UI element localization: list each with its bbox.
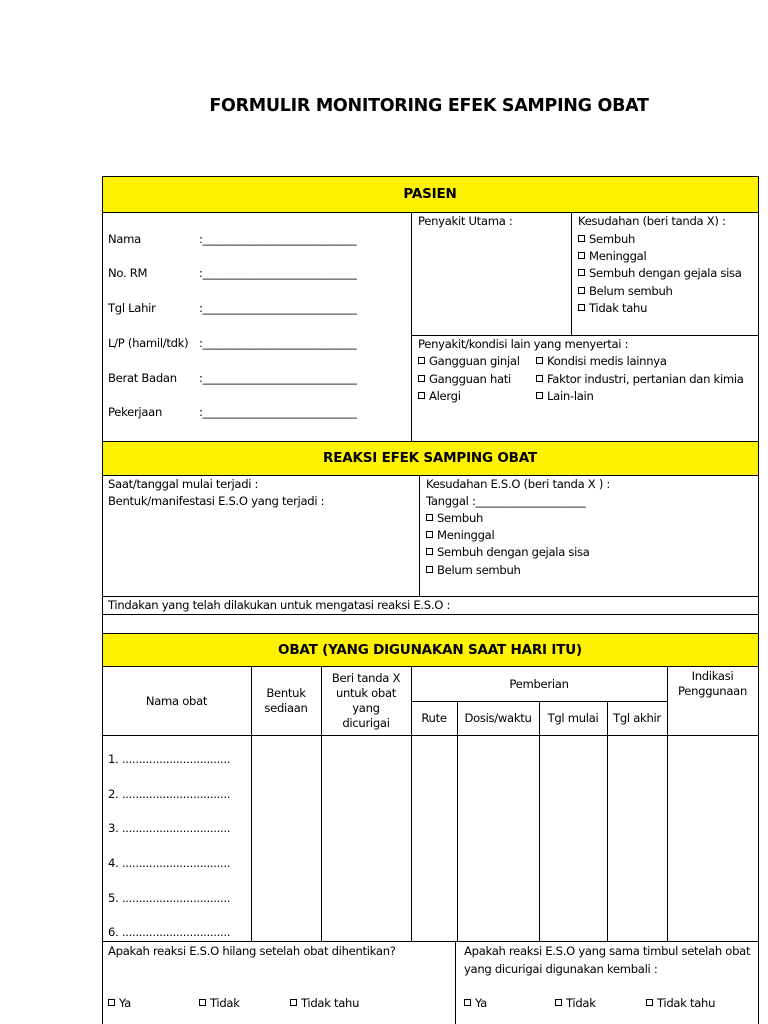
field-label-berat-badan: Berat Badan [108, 371, 177, 385]
col-header-bentuk-sediaan: Bentuk sediaan [264, 686, 308, 715]
kesudahan-label: Kesudahan (beri tanda X) : [578, 214, 726, 228]
obat-header: OBAT (YANG DIGUNAKAN SAAT HARI ITU) [102, 633, 758, 666]
checkbox-icon[interactable] [536, 392, 543, 399]
table-divider [411, 666, 412, 941]
checkbox-icon[interactable] [426, 566, 433, 573]
penyakit-option-faktor-industri[interactable]: Faktor industri, pertanian dan kimia [536, 371, 744, 388]
field-input-lp[interactable]: :____________________________ [199, 336, 357, 350]
field-input-no-rm[interactable]: :____________________________ [199, 266, 357, 280]
penyakit-lain-label: Penyakit/kondisi lain yang menyertai : [418, 337, 629, 351]
subcol-header-tgl-mulai: Tgl mulai [547, 710, 599, 725]
table-divider [102, 212, 759, 213]
obat-row-2[interactable]: 2. ................................ [108, 787, 231, 801]
q2-option-ya[interactable]: Ya [464, 995, 487, 1012]
table-divider [251, 666, 252, 941]
checkbox-icon[interactable] [536, 375, 543, 382]
checkbox-icon[interactable] [578, 235, 585, 242]
checkbox-icon[interactable] [464, 999, 471, 1006]
checkbox-icon[interactable] [108, 999, 115, 1006]
reaksi-option-belum-sembuh[interactable]: Belum sembuh [426, 562, 521, 579]
table-divider [102, 441, 759, 442]
checkbox-icon[interactable] [578, 287, 585, 294]
table-divider [455, 941, 456, 1024]
checkbox-icon[interactable] [646, 999, 653, 1006]
field-label-tgl-lahir: Tgl Lahir [108, 301, 156, 315]
q1-option-tidak-tahu[interactable]: Tidak tahu [290, 995, 359, 1012]
kesudahan-option-gejala-sisa[interactable]: Sembuh dengan gejala sisa [578, 265, 742, 282]
obat-row-3[interactable]: 3. ................................ [108, 821, 231, 835]
kesudahan-option-belum-sembuh[interactable]: Belum sembuh [578, 283, 673, 300]
field-label-lp: L/P (hamil/tdk) [108, 336, 189, 350]
table-divider [411, 212, 412, 441]
checkbox-icon[interactable] [426, 531, 433, 538]
field-input-tgl-lahir[interactable]: :____________________________ [199, 301, 357, 315]
pasien-header: PASIEN [102, 176, 758, 212]
subcol-header-rute: Rute [421, 710, 447, 725]
table-divider [419, 475, 420, 596]
penyakit-option-alergi[interactable]: Alergi [418, 388, 461, 405]
table-divider [667, 666, 668, 941]
field-label-nama: Nama [108, 232, 141, 246]
table-divider [321, 666, 322, 941]
table-divider [607, 701, 608, 941]
col-header-indikasi: Indikasi Penggunaan [677, 669, 748, 698]
form-title: FORMULIR MONITORING EFEK SAMPING OBAT [209, 96, 649, 116]
tindakan-label: Tindakan yang telah dilakukan untuk mengatasi reaksi E.S.O : [108, 598, 451, 612]
obat-row-6[interactable]: 6. ................................ [108, 925, 231, 939]
table-border-left [102, 176, 103, 1024]
table-divider [102, 475, 759, 476]
subcol-header-tgl-akhir: Tgl akhir [613, 710, 661, 725]
checkbox-icon[interactable] [199, 999, 206, 1006]
obat-row-1[interactable]: 1. ................................ [108, 752, 231, 766]
reaksi-tanggal-field[interactable]: Tanggal :____________________ [426, 494, 586, 508]
q1-option-ya[interactable]: Ya [108, 995, 131, 1012]
field-label-no-rm: No. RM [108, 266, 148, 280]
checkbox-icon[interactable] [578, 252, 585, 259]
table-divider [539, 701, 540, 941]
penyakit-utama-label: Penyakit Utama : [418, 214, 513, 228]
checkbox-icon[interactable] [426, 514, 433, 521]
table-border-right [758, 176, 759, 1024]
q2-option-tidak[interactable]: Tidak [555, 995, 596, 1012]
checkbox-icon[interactable] [536, 357, 543, 364]
obat-row-5[interactable]: 5. ................................ [108, 891, 231, 905]
question-timbul-line2: yang dicurigai digunakan kembali : [464, 962, 658, 976]
checkbox-icon[interactable] [290, 999, 297, 1006]
col-header-beri-tanda: Beri tanda X untuk obat yang dicurigai [331, 671, 401, 730]
checkbox-icon[interactable] [555, 999, 562, 1006]
field-input-pekerjaan[interactable]: :____________________________ [199, 405, 357, 419]
field-input-nama[interactable]: :____________________________ [199, 232, 357, 246]
checkbox-icon[interactable] [578, 304, 585, 311]
question-hilang-text: Apakah reaksi E.S.O hilang setelah obat dihentikan? [108, 944, 396, 958]
checkbox-icon[interactable] [418, 375, 425, 382]
table-divider [457, 701, 458, 941]
table-divider [102, 633, 759, 634]
question-timbul-line1: Apakah reaksi E.S.O yang sama timbul setelah obat [464, 944, 751, 958]
col-header-pemberian: Pemberian [509, 676, 569, 691]
reaksi-header: REAKSI EFEK SAMPING OBAT [102, 441, 758, 475]
reaksi-option-gejala-sisa[interactable]: Sembuh dengan gejala sisa [426, 544, 590, 561]
field-input-berat-badan[interactable]: :____________________________ [199, 371, 357, 385]
saat-tanggal-label: Saat/tanggal mulai terjadi : [108, 477, 259, 491]
table-divider [102, 735, 759, 736]
penyakit-option-hati[interactable]: Gangguan hati [418, 371, 511, 388]
table-divider [102, 666, 759, 667]
q1-option-tidak[interactable]: Tidak [199, 995, 240, 1012]
obat-row-4[interactable]: 4. ................................ [108, 856, 231, 870]
reaksi-option-meninggal[interactable]: Meninggal [426, 527, 494, 544]
checkbox-icon[interactable] [418, 357, 425, 364]
table-divider [102, 941, 759, 942]
field-label-pekerjaan: Pekerjaan [108, 405, 162, 419]
table-divider [571, 212, 572, 335]
table-divider [102, 614, 759, 615]
penyakit-option-ginjal[interactable]: Gangguan ginjal [418, 353, 520, 370]
penyakit-option-lain-lain[interactable]: Lain-lain [536, 388, 594, 405]
table-divider [102, 596, 759, 597]
q2-option-tidak-tahu[interactable]: Tidak tahu [646, 995, 715, 1012]
bentuk-manifestasi-label: Bentuk/manifestasi E.S.O yang terjadi : [108, 494, 325, 508]
kesudahan-option-tidak-tahu[interactable]: Tidak tahu [578, 300, 647, 317]
reaksi-kesudahan-label: Kesudahan E.S.O (beri tanda X ) : [426, 477, 611, 491]
penyakit-option-kondisi-medis[interactable]: Kondisi medis lainnya [536, 353, 667, 370]
col-header-nama-obat: Nama obat [145, 693, 208, 708]
kesudahan-option-meninggal[interactable]: Meninggal [578, 248, 646, 265]
table-divider [102, 176, 759, 177]
checkbox-icon[interactable] [578, 269, 585, 276]
checkbox-icon[interactable] [426, 548, 433, 555]
checkbox-icon[interactable] [418, 392, 425, 399]
reaksi-option-sembuh[interactable]: Sembuh [426, 510, 483, 527]
subcol-header-dosis: Dosis/waktu [464, 710, 532, 725]
kesudahan-option-sembuh[interactable]: Sembuh [578, 231, 635, 248]
table-divider [411, 335, 759, 336]
